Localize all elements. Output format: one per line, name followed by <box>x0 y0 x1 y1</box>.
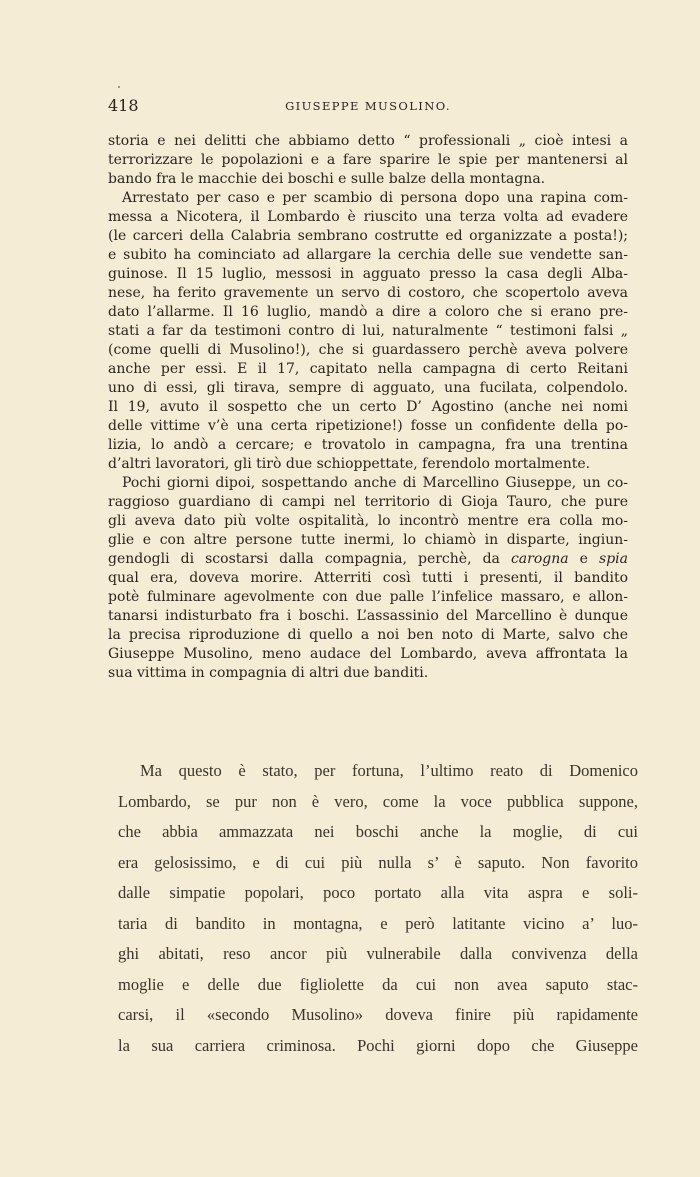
text-line: Giuseppe Musolino, meno audace del Lombardo, aveva affrontata la <box>108 646 628 662</box>
text-line: la sua carriera criminosa. Pochi giorni dopo che Giuseppe <box>118 1035 638 1055</box>
running-head <box>108 96 628 118</box>
text-line: e subito ha cominciato ad allargare la cerchia delle sue vendette san- <box>108 247 628 263</box>
text-line-with-italics <box>108 550 628 569</box>
text-line: carsi, il «secondo Musolino» doveva finire più rapidamente <box>118 1005 638 1024</box>
text-line: terrorizzare le popolazioni e a fare sparire le spie per mantenersi al <box>108 152 628 168</box>
text-line: che abbia ammazzata nei boschi anche la moglie, di cui <box>118 822 638 841</box>
text-line: sua vittima in compagnia di altri due banditi. <box>108 665 429 681</box>
page-number: 418 <box>108 96 139 115</box>
text-line: (come quelli di Musolino!), che si guardassero perchè aveva polvere <box>108 342 628 358</box>
text-line: guinose. Il 15 luglio, messosi in agguato presso la casa degli Alba- <box>108 266 628 282</box>
text-line: uno di essi, gli tirava, sempre di agguato, una fucilata, colpendolo. <box>108 380 628 396</box>
text-line: messa a Nicotera, il Lombardo è riuscito una terza volta ad evadere <box>108 209 628 225</box>
text-line: la precisa riproduzione di quello a noi ben noto di Marte, salvo che <box>108 627 628 643</box>
running-title: GIUSEPPE MUSOLINO. <box>285 99 451 113</box>
text-line: qual era, doveva morire. Atterriti così tutti i presenti, il bandito <box>108 570 628 586</box>
text-line: Lombardo, se pur non è vero, come la voce pubblica suppone, <box>118 791 638 811</box>
text-segment: e <box>579 551 588 567</box>
text-line: stati a far da testimoni contro di lui, naturalmente “ testimoni falsi „ <box>108 323 628 339</box>
text-line: gli aveva dato più volte ospitalità, lo incontrò mentre era colla mo- <box>108 513 628 529</box>
text-line: delle vittime v’è una certa ripetizione!) fosse un confidente della po- <box>108 418 628 434</box>
text-line: nese, ha ferito gravemente un servo di costoro, che scopertolo aveva <box>108 285 628 301</box>
text-line: ghi abitati, reso ancor più vulnerabile dalla convivenza della <box>118 944 638 963</box>
text-line: glie e con altre persone tutte inermi, lo chiamò in disparte, ingiun- <box>108 532 628 548</box>
text-line: Ma questo è stato, per fortuna, l’ultimo reato di Domenico <box>140 761 638 780</box>
text-segment: gendogli di scostarsi dalla compagnia, perchè, da <box>108 551 500 567</box>
text-line: tanarsi indisturbato fra i boschi. L’assassinio del Marcellino è dunque <box>108 608 628 624</box>
italic-word: spia <box>599 551 628 567</box>
text-line: dato l’allarme. Il 16 luglio, mandò a dire a coloro che si erano pre- <box>108 304 628 320</box>
text-line: bando fra le macchie dei boschi e sulle balze della montagna. <box>108 171 546 187</box>
lower-paragraph <box>118 756 638 1061</box>
text-line: anche per essi. E il 17, capitato nella campagna di certo Reitani <box>108 361 628 377</box>
italic-word: carogna <box>510 551 569 567</box>
text-line: Pochi giorni dipoi, sospettando anche di Marcellino Giuseppe, un co- <box>122 475 628 491</box>
text-line: lizia, lo andò a cercare; e trovatolo in campagna, fra una trentina <box>108 437 628 453</box>
text-line: moglie e delle due figliolette da cui non avea saputo stac- <box>118 974 638 994</box>
text-line: era gelosissimo, e di cui più nulla s’ è saputo. Non favorito <box>118 852 638 872</box>
text-line: storia e nei delitti che abbiamo detto “ professionali „ cioè intesi a <box>108 133 628 149</box>
body-text <box>108 132 628 683</box>
text-line: dalle simpatie popolari, poco portato alla vita aspra e soli- <box>118 883 638 902</box>
text-line: d’altri lavoratori, gli tirò due schioppettate, ferendolo mortalmente. <box>108 456 591 472</box>
text-line: Il 19, avuto il sospetto che un certo D’ Agostino (anche nei nomi <box>108 399 628 415</box>
text-line: (le carceri della Calabria sembrano costrutte ed organizzate a posta!); <box>108 228 628 244</box>
text-line: raggioso guardiano di campi nel territorio di Gioja Tauro, che pure <box>108 494 628 510</box>
text-line: potè fulminare agevolmente con due palle l’infelice massaro, e allon- <box>108 589 628 605</box>
text-line: taria di bandito in montagna, e però latitante vicino a’ luo- <box>118 913 638 933</box>
text-line: Arrestato per caso e per scambio di persona dopo una rapina com- <box>122 190 628 206</box>
print-speck <box>118 86 120 88</box>
